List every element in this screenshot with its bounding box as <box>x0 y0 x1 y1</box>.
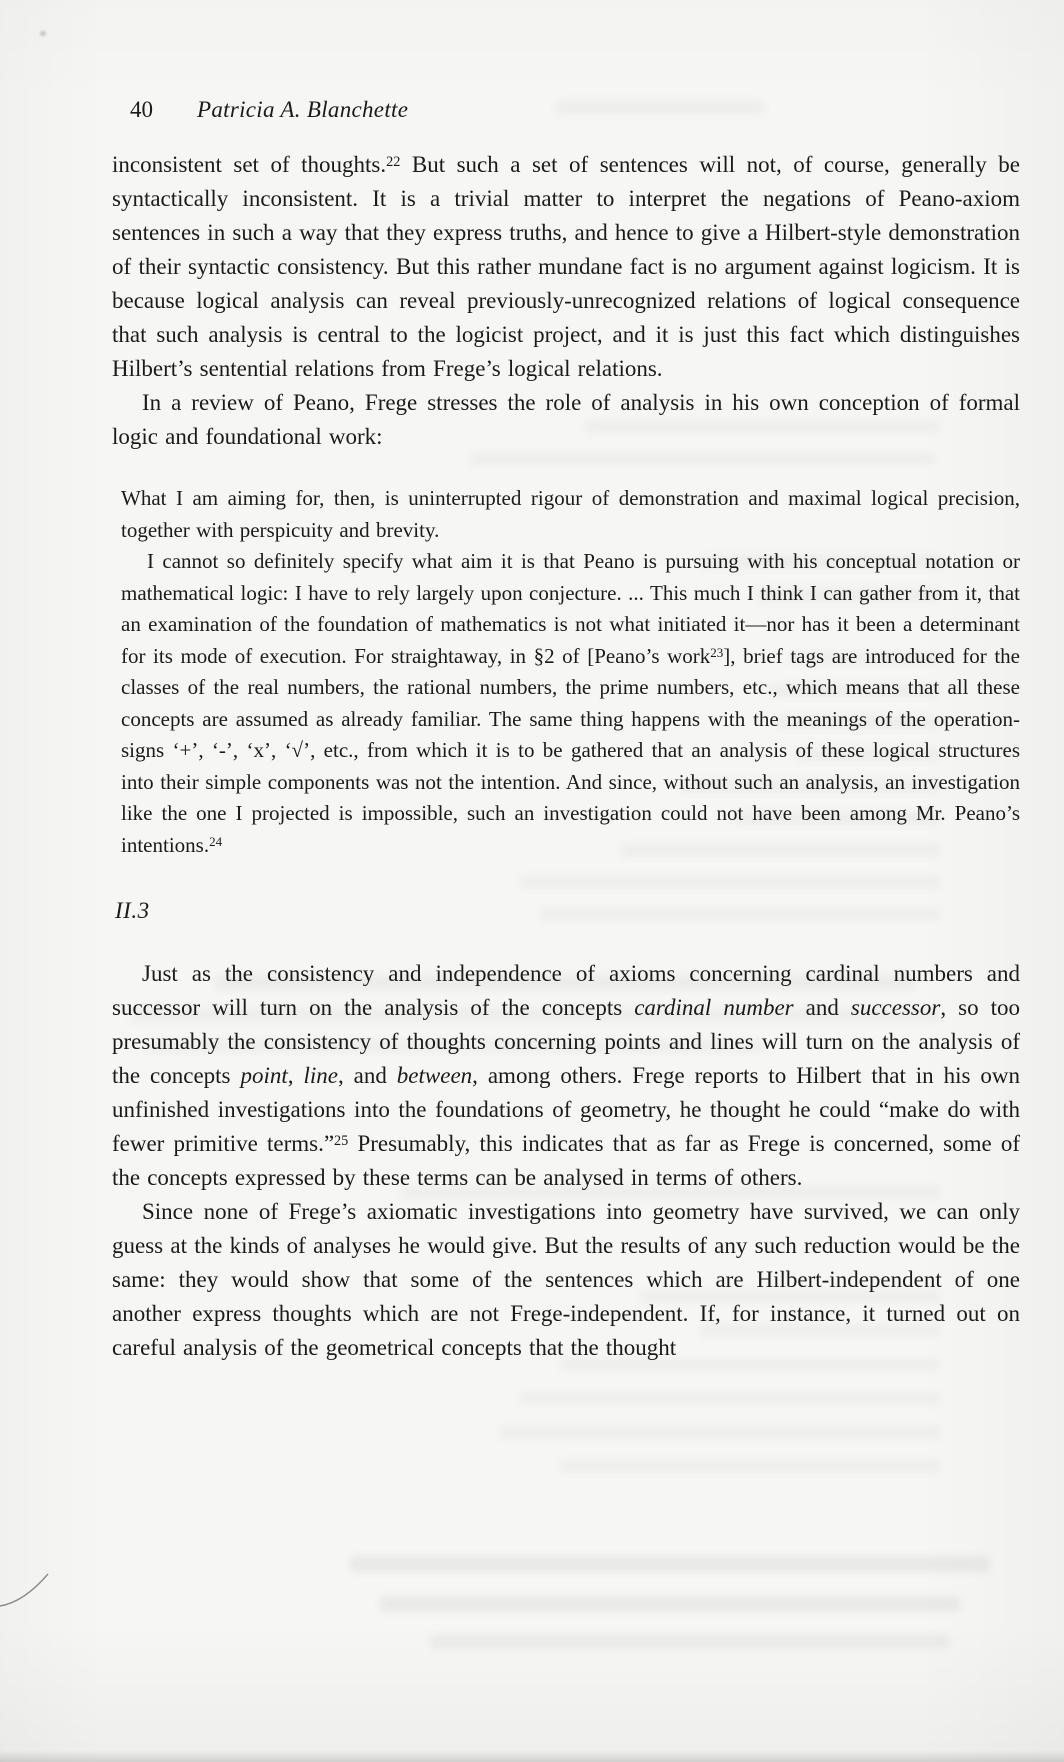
ghost-text-line <box>555 100 765 115</box>
section-heading: II.3 <box>115 898 150 923</box>
paragraph: inconsistent set of thoughts.$^{22}$ But such a set of sentences will not, of course, generally be syntactically inconsistent. It is a trivial matter to interpret the negations of Peano-axiom sentences in such a way that they express truths, and hence to give a Hilbert-style demonstration of their syntactic consistency. But this rather mundane fact is no argument against logicism. It is because logical analysis can reveal previously-unrecognized relations of logical consequence that such analysis is central to the logicist project, and it is just this fact which distinguishes Hilbert’s sentential relations from Frege’s logical relations. <box>112 152 1020 381</box>
ghost-text-line <box>500 1426 940 1439</box>
quote-paragraph: What I am aiming for, then, is uninterrupted rigour of demonstration and maximal logical precision, together with perspicuity and brevity. <box>121 486 1020 542</box>
ghost-text-line <box>380 1596 960 1612</box>
paragraph: In a review of Peano, Frege stresses the role of analysis in his own conception of formal logic and foundational work: <box>112 390 1020 449</box>
scan-speck <box>40 31 46 36</box>
page-header <box>130 96 408 124</box>
block-quote <box>121 483 1020 861</box>
ghost-text-line <box>560 1460 940 1473</box>
scan-edge-shadow <box>0 1750 1064 1762</box>
ghost-text-line <box>350 1556 990 1572</box>
ghost-text-line <box>520 1392 940 1405</box>
page-number: 40 <box>130 97 153 122</box>
ghost-text-line <box>430 1634 950 1649</box>
paragraph: Since none of Frege’s axiomatic investigations into geometry have survived, we can only guess at the kinds of analyses he would give. But the results of any such reduction would be the same: they would show that some of the sentences which are Hilbert-independent of one another express thoughts which are not Frege-independent. If, for instance, it turned out on careful analysis of the geometrical concepts that the thought <box>112 1199 1020 1360</box>
pencil-mark-curve <box>0 1552 64 1616</box>
running-head: Patricia A. Blanchette <box>197 97 409 122</box>
page-body <box>112 148 1020 1365</box>
paragraph: Just as the consistency and independence of axioms concerning cardinal numbers and successor will turn on the analysis of the concepts cardinal number and successor, so too presumably the consistency of thoughts concerning points and lines will turn on the analysis of the concepts point, line, and between, among others. Frege reports to Hilbert that in his own unfinished investigations into the foundations of geometry, he thought he could “make do with fewer primitive terms.”$^{25}$ Presumably, this indicates that as far as Frege is concerned, some of the concepts expressed by these terms can be analysed in terms of others. <box>112 961 1021 1190</box>
quote-paragraph: I cannot so definitely specify what aim it is that Peano is pursuing with his conceptual notation or mathematical logic: I have to rely largely upon conjecture. ... This much I think I can gather from it, that an examination of the foundation of mathematics is not what initiated it—nor has it been a determinant for its mode of execution. For straightaway, in §2 of [Peano’s work$^{23}$], brief tags are introduced for the classes of the real numbers, the rational numbers, the prime numbers, etc., which means that all these concepts are assumed as already familiar. The same thing happens with the meanings of the operation-signs ‘+’, ‘-’, ‘x’, ‘√’, etc., from which it is to be gathered that an analysis of these logical structures into their simple components was not the intention. And since, without such an analysis, an investigation like the one I projected is impossible, such an investigation could not have been among Mr. Peano’s intentions.$^{24}$ <box>121 549 1020 857</box>
